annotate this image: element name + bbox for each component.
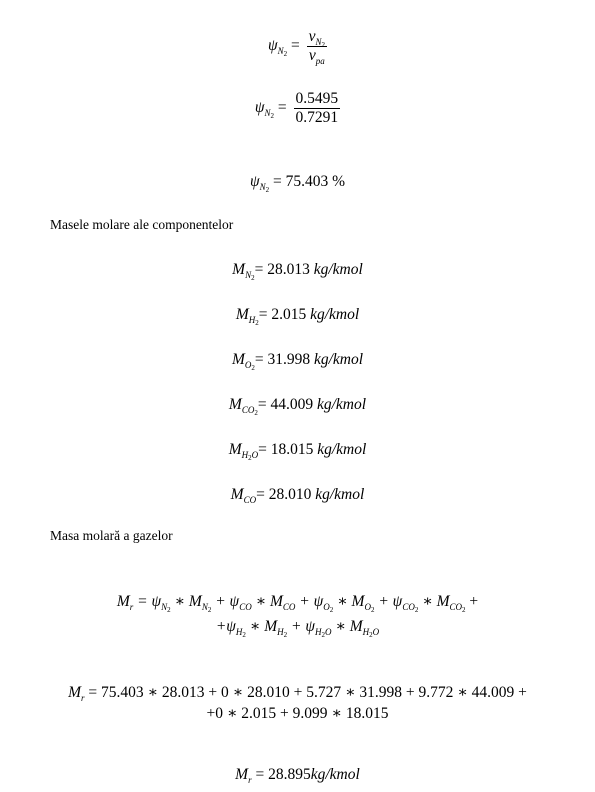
equation-psi-substitution: $\psi_{N_2}$ = $\frac{0.5495}{0.7291}$ (254, 90, 339, 126)
molar-mass-equation: $M_{H_2}= 2.015$ kg/kmol (235, 306, 360, 327)
molar-mass-equation: $M_{CO}= 28.010$ kg/kmol (230, 486, 365, 505)
equation-psi-definition: $\psi_{N_2}$ = $\frac{\nu_{N_2}}{\nu_{pa}}$ (267, 28, 326, 66)
molar-mass-equation: $M_{N_2}= 28.013$ kg/kmol (232, 261, 363, 282)
molar-mass-equation: $M_{CO_2}= 44.009$ kg/kmol (228, 396, 367, 417)
mr-formula-line-2: $+\psi_{H_2}$ ∗ $M_{H_2} + \psi_{H_2O}$ ∗ $M_{H_2O}$ (215, 618, 380, 639)
molar-mass-equation: $M_{O_2}= 31.998$ kg/kmol (231, 351, 364, 372)
section-heading-gas-molar-mass: Masa molară a gazelor (50, 528, 173, 543)
fraction: $\frac{0.5495}{0.7291}$ (295, 90, 339, 126)
molar-mass-equation: $M_{H_2O}= 18.015$ kg/kmol (228, 441, 367, 462)
mr-result: $M_r$ = 28.895kg/kmol (235, 766, 360, 785)
fraction: $\frac{\nu_{N_2}}{\nu_{pa}}$ (308, 28, 326, 66)
mr-numeric-line-1: $M_r = 75.403$ ∗ 28.013 + 0 ∗ 28.010 + 5.727 ∗ 31.998 + 9.772 ∗ 44.009 + (68, 684, 527, 703)
mr-formula-line-1: $M_r = \psi_{N_2}$ ∗ $M_{N_2} + \psi_{CO}$ ∗ $M_{CO} + \psi_{O_2}$ ∗ $M_{O_2} + \psi_{CO_2}$ ∗ $M_{CO_2}$ + (116, 593, 479, 614)
mr-numeric-line-2: +0 ∗ 2.015 + 9.099 ∗ 18.015 (206, 705, 389, 722)
section-heading-molar-masses: Masele molare ale componentelor (50, 217, 234, 232)
equation-psi-result: $\psi_{N_2} = 75.403$ % (249, 173, 346, 194)
